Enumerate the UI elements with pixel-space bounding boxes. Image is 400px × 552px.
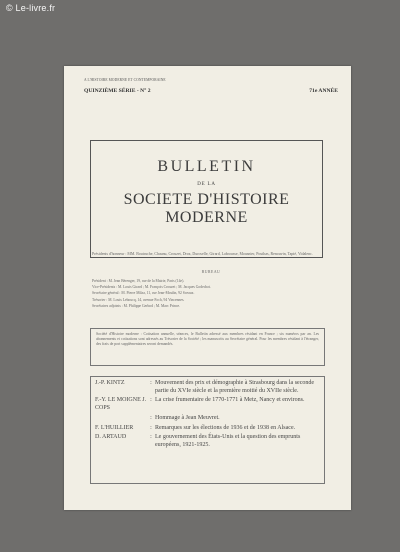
contents-entry — [95, 434, 320, 449]
contents-entry — [95, 425, 320, 433]
title-de-la: DE LA — [197, 182, 216, 187]
entry-author — [95, 415, 147, 423]
entry-author: D. ARTAUD — [95, 434, 127, 441]
bureau-line: Secrétaires adjoints : M. Philippe Gerbod ; M. Marc Prince. — [92, 303, 181, 308]
series-number: QUINZIÈME SÉRIE - N° 2 — [84, 88, 151, 94]
table-of-contents — [90, 376, 325, 484]
entry-author: F.-Y. LE MOIGNE J. COPS — [95, 397, 147, 411]
notice-box: Société d'Histoire moderne : Cotisation annuelle, séances, le Bulletin adressé aux membres résidant en France ; six numéros par an. Les abonnements et cotisations sont adressés au Trésorier de la Société ; les manuscrits au Secrétaire général. Pour les membres résidant à l'étranger, des frais de port supplémentaires seront demandés. — [90, 328, 325, 366]
bureau-line: Président : M. Jean Bérenger, 19, rue de la Mairie, Paris (14e). — [92, 279, 185, 283]
entry-separator: : — [150, 434, 152, 441]
entry-title: La crise frumentaire de 1770-1771 à Metz, Nancy et environs. — [155, 397, 305, 404]
title-bulletin: BULLETIN — [157, 158, 256, 175]
series-row — [84, 88, 338, 94]
entry-separator: : — [150, 397, 152, 404]
bureau-line: Vice-Présidents : M. Louis Girard ; M. François Crouzet ; M. Jacques Godechot. — [92, 285, 211, 290]
contents-entry — [95, 415, 320, 423]
supertitle: A L'HISTOIRE MODERNE ET CONTEMPORAINE — [84, 78, 166, 82]
title-box — [90, 140, 323, 258]
entry-title: Remarques sur les élections de 1936 et de 1938 en Alsace. — [155, 424, 296, 431]
entry-separator: : — [150, 380, 152, 386]
watermark: © Le-livre.fr — [6, 3, 56, 13]
entry-separator: : — [150, 414, 152, 421]
title-society: SOCIETE D'HISTOIRE MODERNE — [123, 191, 290, 226]
members-list: Présidents d'honneur : MM. Boutruche, Chaunu, Crouzet, Droz, Duroselle, Girard, Labrousse, Mousnier, Pouthas, Renouvin, Tapié, Vidalenc. — [92, 252, 313, 256]
year: 71e ANNÉE — [309, 88, 338, 94]
entry-title: Mouvement des prix et démographie à Strasbourg dans la seconde partie du XVIe siècle et la première moitié du XVIIe siècle. — [155, 380, 315, 394]
bureau-line: Secrétaire général : M. Pierre Milza, 11, rue Jean-Moulin, 92 Sceaux. — [92, 291, 195, 296]
contents-entry — [95, 380, 320, 395]
entry-separator: : — [150, 424, 152, 431]
document-page — [64, 66, 351, 510]
bureau-heading: BUREAU — [201, 270, 221, 274]
contents-entry — [95, 397, 320, 412]
entry-title: Hommage à Jean Meuvret. — [155, 414, 220, 421]
entry-title: Le gouvernement des États-Unis et la question des emprunts européens, 1921-1925. — [155, 434, 301, 448]
bureau-list — [92, 278, 330, 309]
entry-author: J.-P. KINTZ — [95, 380, 125, 386]
entry-author: F. L'HUILLIER — [95, 424, 134, 431]
bureau-line: Trésorier : M. Louis Leboucq, 14, avenue Foch, 94 Vincennes. — [92, 297, 185, 302]
